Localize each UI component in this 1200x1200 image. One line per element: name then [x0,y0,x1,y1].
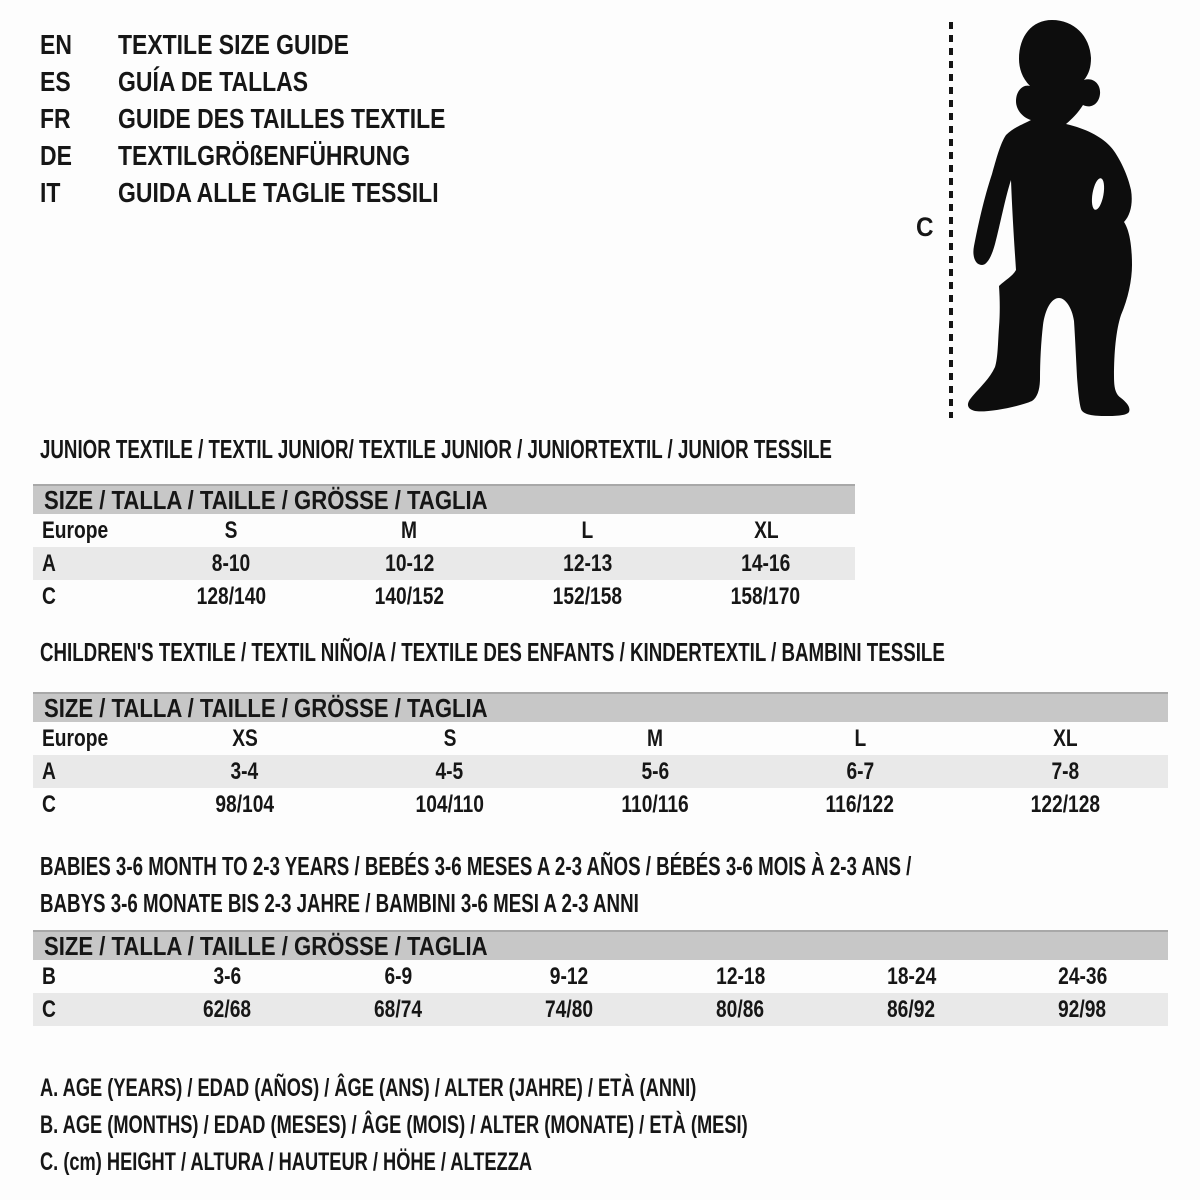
size-value: 74/80 [545,995,594,1023]
size-value-cell [963,791,1168,819]
size-value-cell [347,725,552,753]
size-value: S [443,724,457,752]
junior-size-table [33,484,855,613]
size-value-cell [677,550,855,578]
size-value: 152/158 [552,582,623,610]
table-row-c [33,580,855,613]
size-value-cell [997,963,1168,991]
babies-table-title-text2: BABYS 3-6 MONATE BIS 2-3 JAHRE / BAMBINI 3-6 MESI A 2-3 ANNI [40,888,639,918]
legend-row-b [40,1107,1009,1144]
size-header-label: SIZE / TALLA / TAILLE / GRÖSSE / TAGLIA [44,484,488,515]
size-value: 92/98 [1058,995,1107,1023]
guide-title: GUÍA DE TALLAS [118,65,309,97]
size-value-cell [826,963,997,991]
size-value-cell [499,517,677,545]
size-value: XS [231,724,258,752]
size-value-cell [758,725,963,753]
size-header-bar [33,692,1168,722]
guide-title: GUIDA ALLE TAGLIE TESSILI [118,176,439,208]
row-label-cell [33,583,142,611]
language-row [40,100,517,137]
size-value-cell [655,963,826,991]
size-value-cell [499,550,677,578]
size-value: S [224,516,238,544]
size-value-cell [655,996,826,1024]
size-value: 62/68 [203,995,252,1023]
size-value: 5-6 [641,757,669,785]
size-value-cell [142,963,313,991]
toddler-silhouette-icon [963,18,1140,418]
size-value-cell [997,996,1168,1024]
size-value-cell [484,996,655,1024]
size-value: XL [1053,724,1078,752]
legend-age-months: B. AGE (MONTHS) / EDAD (MESES) / ÂGE (MOIS) / ALTER (MONATE) / ETÀ (MESI) [40,1111,748,1139]
language-row [40,174,517,211]
size-value-cell [142,725,347,753]
size-value: 140/152 [374,582,445,610]
row-label: C [42,582,56,610]
size-value-cell [320,583,498,611]
size-value-cell [758,791,963,819]
row-label: C [42,995,56,1023]
table-row-europe [33,514,855,547]
language-row [40,26,517,63]
row-label-cell [33,996,142,1024]
language-code: DE [40,139,72,171]
babies-table-title-line1 [40,851,1200,881]
size-header-label: SIZE / TALLA / TAILLE / GRÖSSE / TAGLIA [44,692,488,723]
size-value-cell [552,725,757,753]
size-value-cell [320,517,498,545]
row-label-cell [33,791,142,819]
legend [40,1070,1009,1181]
size-value: 14-16 [741,549,791,577]
size-value-cell [484,963,655,991]
junior-table-title [40,434,1140,464]
language-row [40,63,517,100]
language-row [40,137,517,174]
children-size-table [33,692,1168,821]
size-value: M [401,516,418,544]
row-label: C [42,790,56,818]
size-value: 18-24 [886,962,937,990]
size-value-cell [313,963,484,991]
size-value-cell [826,996,997,1024]
size-value-cell [347,791,552,819]
size-value-cell [320,550,498,578]
children-table-title-text: CHILDREN'S TEXTILE / TEXTIL NIÑO/A / TEXTILE DES ENFANTS / KINDERTEXTIL / BAMBINI TESSILE [40,637,945,667]
size-value-cell [142,517,320,545]
legend-height-cm: C. (cm) HEIGHT / ALTURA / HAUTEUR / HÖHE / ALTEZZA [40,1148,533,1176]
size-value-cell [499,583,677,611]
size-value: 104/110 [415,790,484,818]
size-value: 86/92 [887,995,936,1023]
size-header-bar [33,484,855,514]
size-value-cell [552,791,757,819]
junior-table-title-text: JUNIOR TEXTILE / TEXTIL JUNIOR/ TEXTILE JUNIOR / JUNIORTEXTIL / JUNIOR TESSILE [40,434,832,464]
language-code: EN [40,28,72,60]
size-value: 68/74 [374,995,423,1023]
size-value: 80/86 [716,995,765,1023]
size-value: 6-9 [384,962,413,990]
row-label-cell [33,550,142,578]
table-row-c [33,993,1168,1026]
language-code: FR [40,102,71,134]
row-label: Europe [42,516,109,544]
height-measure-line [949,22,953,418]
size-value: 116/122 [826,790,895,818]
babies-size-table [33,930,1168,1026]
babies-table-title-line2 [40,888,872,918]
size-value-cell [313,996,484,1024]
size-value: 110/116 [621,790,689,818]
size-value: 98/104 [215,790,274,818]
size-value-cell [963,758,1168,786]
row-label: A [42,757,56,785]
size-value-cell [963,725,1168,753]
row-label: B [42,962,56,990]
table-row-a [33,547,855,580]
size-header-label: SIZE / TALLA / TAILLE / GRÖSSE / TAGLIA [44,930,488,961]
size-value-cell [142,758,347,786]
size-value: L [854,724,867,752]
size-value: 10-12 [384,549,434,577]
size-value-cell [142,583,320,611]
guide-title: TEXTILGRÖßENFÜHRUNG [118,139,411,171]
children-table-title [40,637,1200,667]
size-value: 128/140 [196,582,266,610]
size-value-cell [142,996,313,1024]
size-value: 3-4 [230,757,259,785]
language-code: ES [40,65,71,97]
babies-table-title-text1: BABIES 3-6 MONTH TO 2-3 YEARS / BEBÉS 3-6 MESES A 2-3 AÑOS / BÉBÉS 3-6 MOIS À 2-3 ANS / [40,851,912,881]
legend-age-years: A. AGE (YEARS) / EDAD (AÑOS) / ÂGE (ANS) / ALTER (JAHRE) / ETÀ (ANNI) [40,1074,697,1102]
size-value-cell [142,550,320,578]
size-value-cell [347,758,552,786]
size-value: 158/170 [731,582,801,610]
row-label: A [42,549,56,577]
table-row-europe [33,722,1168,755]
row-label-cell [33,725,142,753]
size-value: XL [753,516,779,544]
legend-row-a [40,1070,1009,1107]
size-value: 12-18 [715,962,766,990]
size-value: 9-12 [550,962,589,990]
table-row-c [33,788,1168,821]
table-row-a [33,755,1168,788]
size-value: 122/128 [1030,790,1101,818]
size-value: 6-7 [846,757,875,785]
row-label: Europe [42,724,109,752]
size-value: M [647,724,663,752]
table-row-b [33,960,1168,993]
size-value-cell [552,758,757,786]
language-title-list [40,26,517,211]
guide-title: TEXTILE SIZE GUIDE [118,28,349,60]
size-value: 7-8 [1051,757,1080,785]
size-value-cell [142,791,347,819]
language-code: IT [40,176,61,208]
size-value: L [581,516,594,544]
legend-row-c [40,1144,1009,1181]
size-value: 8-10 [211,549,251,577]
height-measure-label: C [916,212,934,242]
size-value: 3-6 [213,962,242,990]
size-value-cell [758,758,963,786]
size-value: 12-13 [563,549,613,577]
size-value-cell [677,517,855,545]
size-value-cell [677,583,855,611]
row-label-cell [33,963,142,991]
size-value: 24-36 [1057,962,1108,990]
row-label-cell [33,758,142,786]
size-value: 4-5 [435,757,464,785]
row-label-cell [33,517,142,545]
guide-title: GUIDE DES TAILLES TEXTILE [118,102,446,134]
size-header-bar [33,930,1168,960]
